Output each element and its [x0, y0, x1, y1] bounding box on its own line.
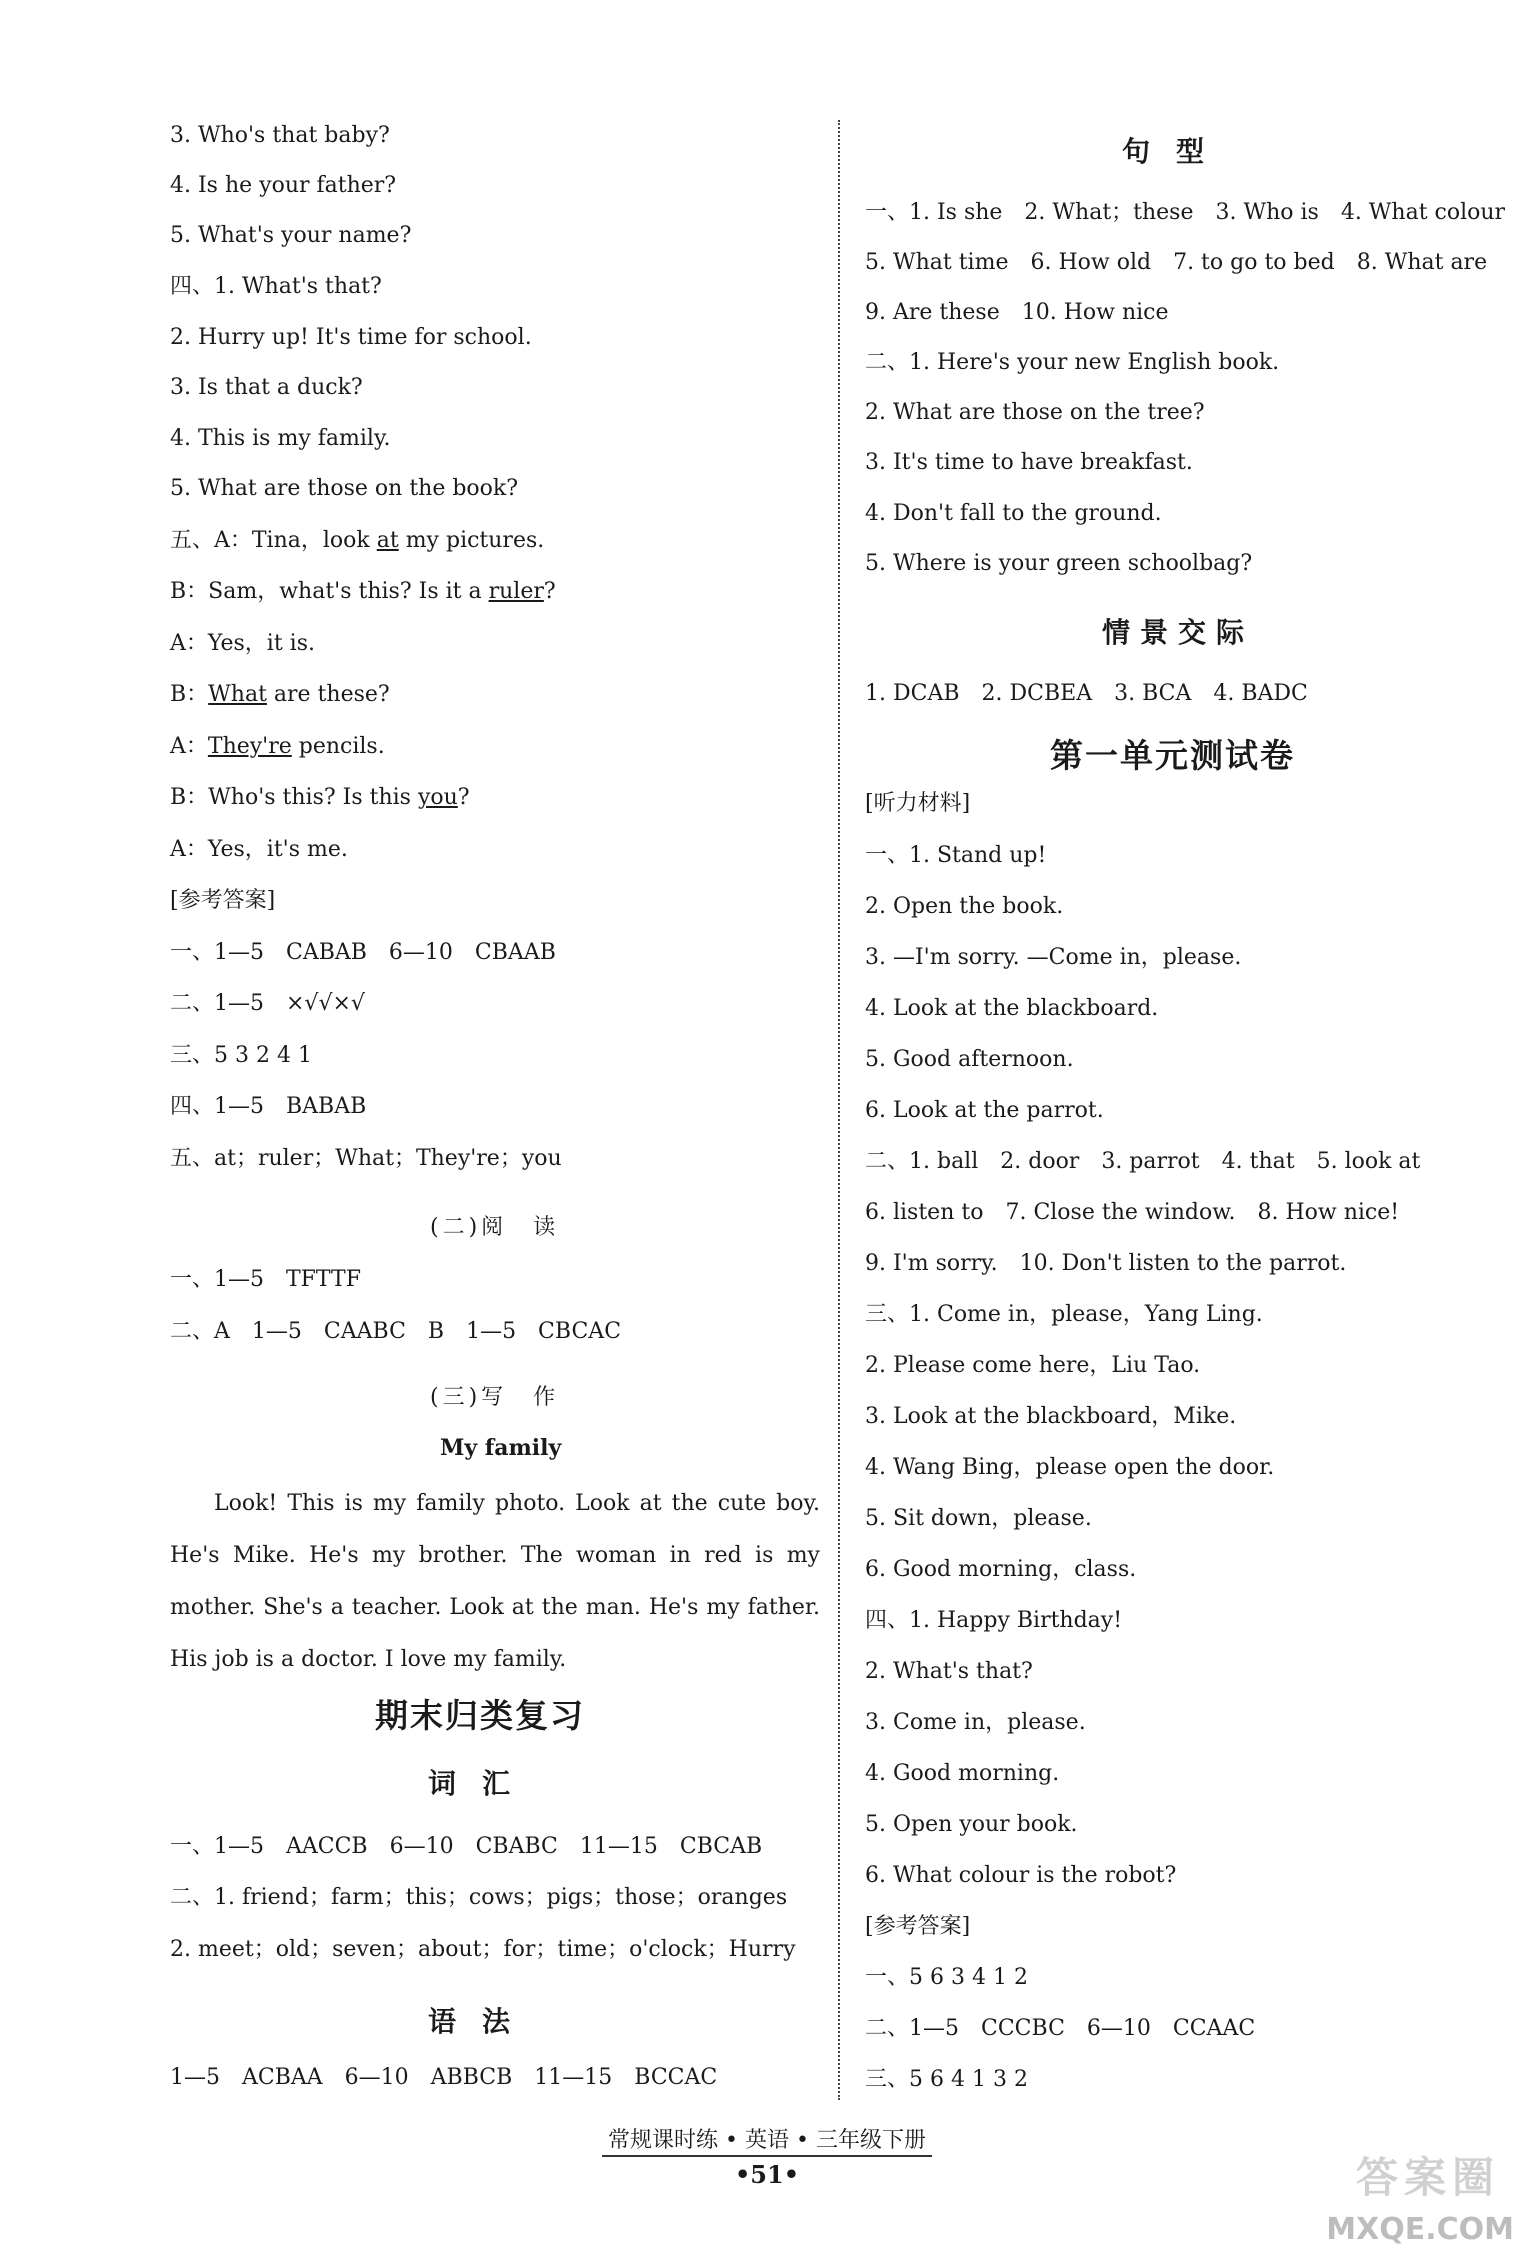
essay-paragraph: Look! This is my family photo. Look at the cute boy. He's Mike. He's my brother. The woman in red is my mother. She's a teacher. Look at the man. He's my father. His job is a doctor. I love my family. — [170, 1491, 820, 1672]
listening-line: 5. Open your book. — [865, 1812, 1078, 1837]
dialogue-line: B：Sam，what's this? Is it a ruler? — [170, 579, 556, 604]
answer-line: 9. Are these 10. How nice — [865, 300, 1169, 325]
answers-label: [参考答案] — [865, 1914, 971, 1939]
dialogue-line: A：Yes，it's me. — [170, 837, 348, 862]
listening-line: 9. I'm sorry. 10. Don't listen to the parrot. — [865, 1251, 1347, 1276]
dialogue-line: B：Who's this? Is this you? — [170, 785, 470, 810]
listening-line: 6. Look at the parrot. — [865, 1098, 1104, 1123]
answer-line: 二、1—5 ×√√×√ — [170, 991, 365, 1016]
grammar-heading: 语法 — [428, 2005, 537, 2038]
watermark-logo: 答案圈 — [1355, 2153, 1500, 2202]
answer-line: 一、1. Is she 2. What；these 3. Who is 4. What colour — [865, 200, 1506, 225]
listening-line: 3. Look at the blackboard，Mike. — [865, 1404, 1237, 1429]
answer-line: 5. What time 6. How old 7. to go to bed 8. What are — [865, 250, 1488, 275]
listening-line: 四、1. Happy Birthday! — [865, 1608, 1123, 1633]
answer-line: 三、5 3 2 4 1 — [170, 1043, 312, 1068]
listening-line: 5. Good afternoon. — [865, 1047, 1074, 1072]
text-line: 5. What's your name? — [170, 223, 412, 248]
sentence-heading: 句型 — [1122, 135, 1231, 168]
dialogue-line: A：They're pencils. — [170, 734, 385, 759]
answer-line: 2. meet；old；seven；about；for；time；o'clock；Hurry — [170, 1937, 796, 1962]
text-line: 4. Is he your father? — [170, 173, 397, 198]
answer-line: 一、5 6 3 4 1 2 — [865, 1965, 1028, 1990]
listening-line: 4. Good morning. — [865, 1761, 1060, 1786]
answer-line: 二、A 1—5 CAABC B 1—5 CBCAC — [170, 1319, 622, 1344]
listening-line: 3. Come in，please. — [865, 1710, 1086, 1735]
listening-line: 4. Look at the blackboard. — [865, 996, 1159, 1021]
watermark-url: MXQE.COM — [1326, 2212, 1514, 2247]
book-title-footer: 常规课时练 • 英语 • 三年级下册 — [0, 2123, 1534, 2154]
writing-heading: (三)写 作 — [430, 1385, 560, 1410]
listening-line: 4. Wang Bing，please open the door. — [865, 1455, 1275, 1480]
text-line: 2. Hurry up! It's time for school. — [170, 325, 532, 350]
vocab-heading: 词汇 — [428, 1767, 537, 1800]
text-line: 3. Is that a duck? — [170, 375, 363, 400]
listening-line: 三、1. Come in，please，Yang Ling. — [865, 1302, 1263, 1327]
listening-line: 一、1. Stand up! — [865, 843, 1047, 868]
text-line: 5. What are those on the book? — [170, 476, 519, 501]
answer-line: 1. DCAB 2. DCBEA 3. BCA 4. BADC — [865, 681, 1308, 706]
text-line: 4. This is my family. — [170, 426, 391, 451]
dialogue-line: 五、A：Tina，look at my pictures. — [170, 528, 545, 553]
listening-line: 2. What's that? — [865, 1659, 1033, 1684]
answer-line: 一、1—5 AACCB 6—10 CBABC 11—15 CBCAB — [170, 1834, 763, 1859]
listening-line: 5. Sit down，please. — [865, 1506, 1092, 1531]
answer-line: 二、1. friend；farm；this；cows；pigs；those；oranges — [170, 1885, 788, 1910]
answer-line: 1—5 ACBAA 6—10 ABBCB 11—15 BCCAC — [170, 2065, 718, 2090]
listening-line: 6. What colour is the robot? — [865, 1863, 1177, 1888]
answer-line: 2. What are those on the tree? — [865, 400, 1205, 425]
text-line: 四、1. What's that? — [170, 274, 382, 299]
answers-label: [参考答案] — [170, 888, 276, 913]
unit-test-heading: 第一单元测试卷 — [1050, 736, 1295, 775]
listening-line: 6. Good morning，class. — [865, 1557, 1137, 1582]
answer-line: 二、1. Here's your new English book. — [865, 350, 1280, 375]
answer-line: 一、1—5 TFTTF — [170, 1267, 361, 1292]
text-line: 3. Who's that baby? — [170, 123, 390, 148]
answer-line: 4. Don't fall to the ground. — [865, 501, 1162, 526]
listening-line: 6. listen to 7. Close the window. 8. How nice! — [865, 1200, 1400, 1225]
answer-line: 五、at；ruler；What；They're；you — [170, 1146, 562, 1171]
dialogue-line: B：What are these? — [170, 682, 390, 707]
situation-heading: 情景交际 — [1102, 616, 1255, 649]
listening-line: 3. —I'm sorry. —Come in，please. — [865, 945, 1242, 970]
answer-line: 5. Where is your green schoolbag? — [865, 551, 1253, 576]
answer-line: 一、1—5 CABAB 6—10 CBAAB — [170, 940, 556, 965]
reading-heading: (二)阅 读 — [430, 1215, 560, 1240]
review-heading: 期末归类复习 — [375, 1696, 585, 1735]
column-divider — [838, 120, 842, 2100]
essay-title: My family — [440, 1435, 562, 1461]
listening-line: 二、1. ball 2. door 3. parrot 4. that 5. look at — [865, 1149, 1421, 1174]
dialogue-line: A：Yes，it is. — [170, 631, 315, 656]
answer-line: 二、1—5 CCCBC 6—10 CCAAC — [865, 2016, 1256, 2041]
answer-line: 四、1—5 BABAB — [170, 1094, 367, 1119]
listening-line: 2. Please come here，Liu Tao. — [865, 1353, 1201, 1378]
page-number: •51• — [734, 2160, 800, 2189]
listening-label: [听力材料] — [865, 791, 971, 816]
answer-line: 三、5 6 4 1 3 2 — [865, 2067, 1028, 2092]
listening-line: 2. Open the book. — [865, 894, 1064, 919]
answer-line: 3. It's time to have breakfast. — [865, 450, 1193, 475]
